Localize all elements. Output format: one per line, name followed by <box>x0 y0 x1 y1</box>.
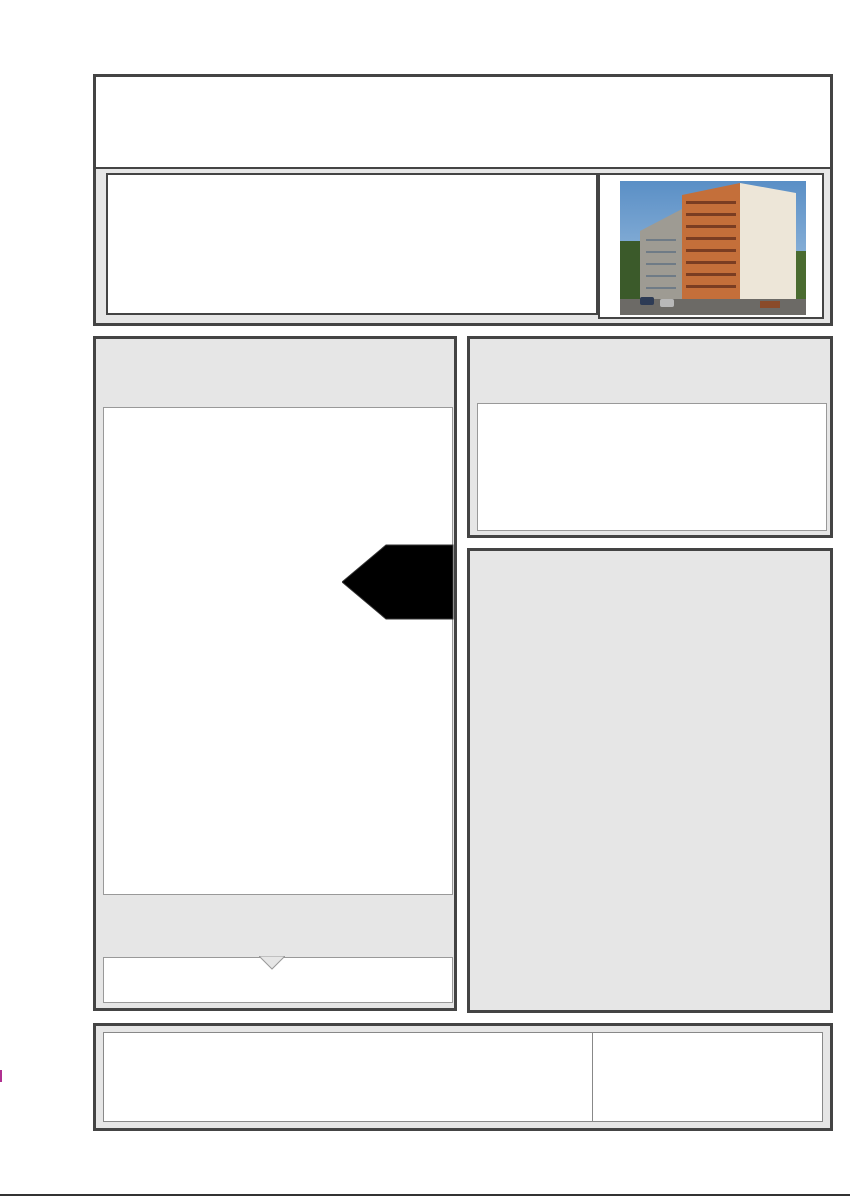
requirement-notch <box>259 956 285 970</box>
energy-scale <box>103 407 453 895</box>
building-photo <box>620 181 806 315</box>
bottom-rule <box>0 1194 850 1196</box>
footer-divider <box>592 1033 593 1121</box>
address-box <box>106 173 598 315</box>
photo-box <box>598 173 824 319</box>
legend-item-szte <box>488 412 504 425</box>
footer-box <box>103 1032 823 1122</box>
legend-swatch-szte <box>488 412 499 423</box>
legend-item-electricity <box>488 430 504 443</box>
header-panel <box>93 74 833 326</box>
classification-panel <box>93 336 457 1011</box>
title-band <box>96 77 830 169</box>
edge-mark <box>0 1070 2 1082</box>
requirement-band <box>103 905 453 957</box>
legend-swatch-electricity <box>488 430 499 441</box>
indicators-panel <box>467 548 833 1013</box>
current-class-arrow <box>342 544 454 620</box>
distribution-chart-box <box>477 403 827 531</box>
pie-chart <box>696 412 816 532</box>
footer-panel <box>93 1023 833 1131</box>
distribution-panel <box>467 336 833 538</box>
